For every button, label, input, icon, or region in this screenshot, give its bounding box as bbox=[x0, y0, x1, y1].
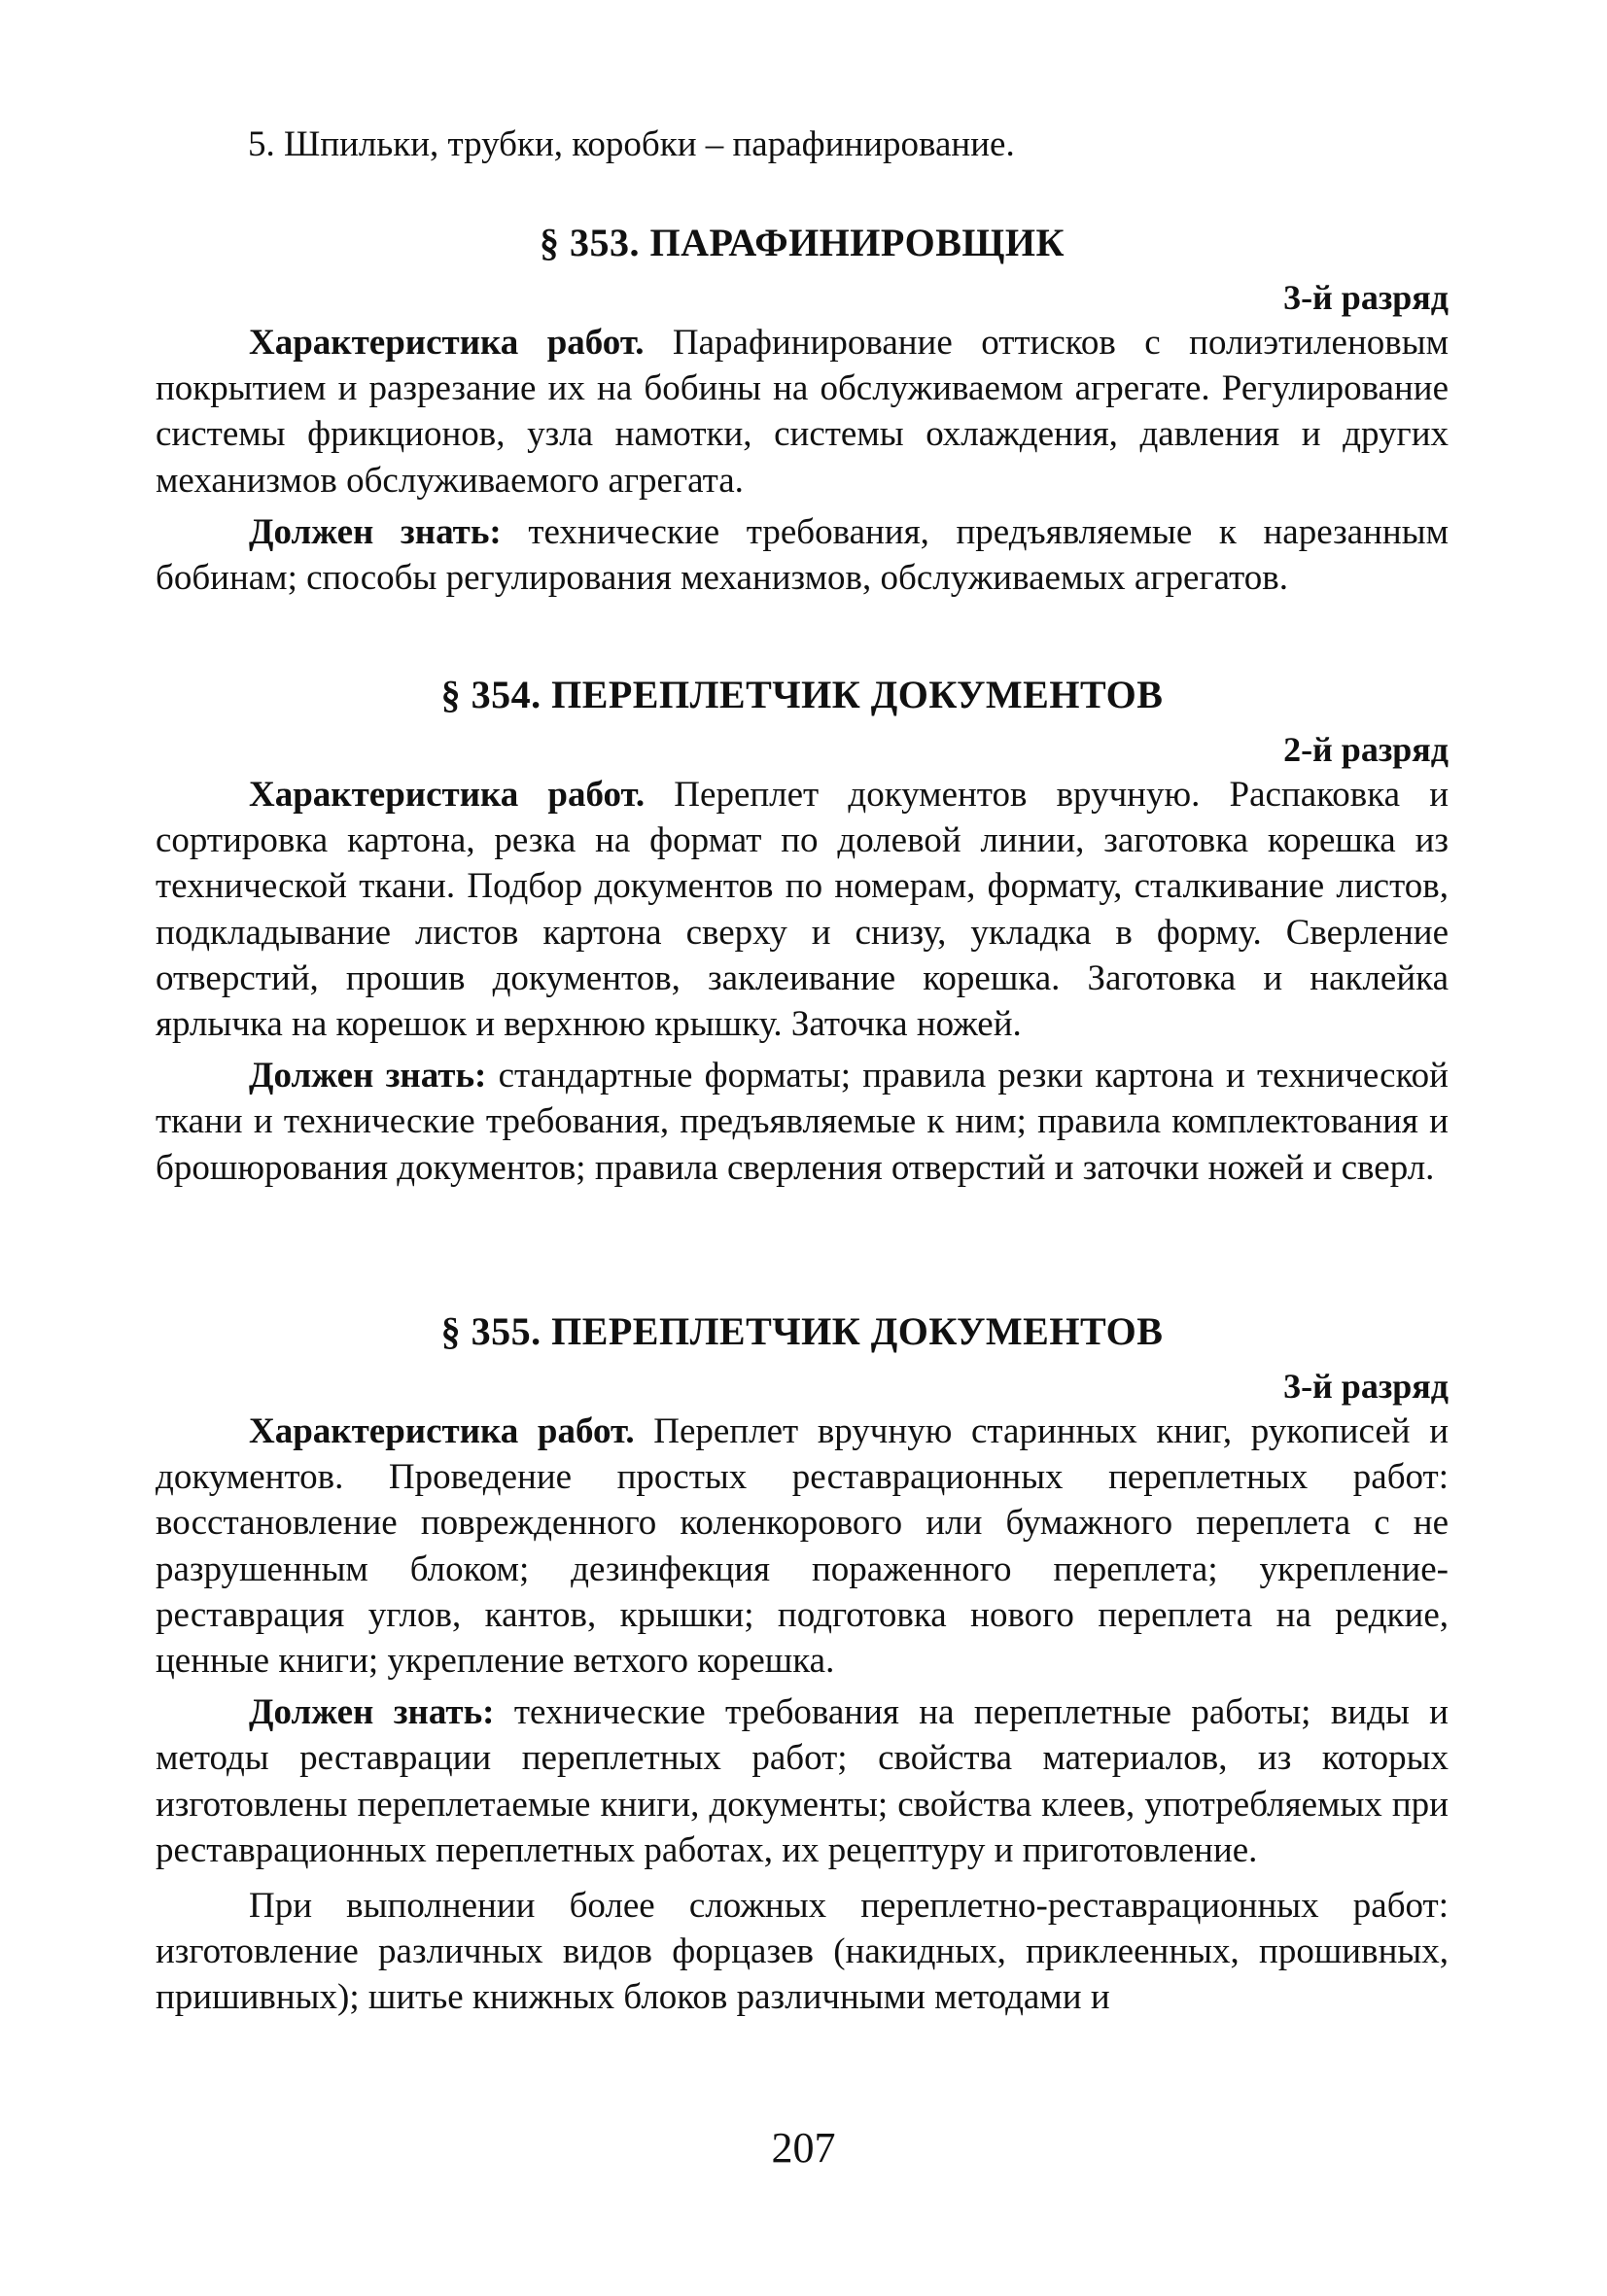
work-characteristics bbox=[156, 772, 1449, 1047]
list-item-5: 5. Шпильки, трубки, коробки – парафинирование. bbox=[248, 124, 1015, 164]
must-know bbox=[156, 1053, 1449, 1191]
work-label: Характеристика работ. bbox=[249, 775, 646, 815]
section-grade: 3-й разряд bbox=[1283, 278, 1449, 317]
page-number: 207 bbox=[771, 2124, 836, 2172]
work-text: Переплет вручную старинных книг, рукописей и документов. Проведение простых реставрационных переплетных работ: восстановление поврежденного коленкорового или бумажного переплета с не разрушенным блоком; дезинфекция пораженного переплета; укрепление-реставрация углов, кантов, крышки; подготовка нового переплета на редкие, ценные книги; укрепление ветхого корешка. bbox=[156, 1411, 1450, 1682]
section-heading: § 354. ПЕРЕПЛЕТЧИК ДОКУМЕНТОВ bbox=[440, 673, 1164, 716]
section-heading: § 355. ПЕРЕПЛЕТЧИК ДОКУМЕНТОВ bbox=[440, 1309, 1164, 1353]
know-label: Должен знать: bbox=[249, 1692, 495, 1733]
section-heading: § 353. ПАРАФИНИРОВЩИК bbox=[540, 221, 1065, 264]
section-grade: 2-й разряд bbox=[1283, 730, 1449, 769]
work-label: Характеристика работ. bbox=[249, 323, 645, 363]
work-characteristics bbox=[156, 1409, 1449, 1684]
work-text: Парафинирование оттисков с полиэтиленовым покрытием и разрезание их на бобины на обслуживаемом агрегате. Регулирование системы фрикционов, узла намотки, системы охлаждения, давления и других механизмов обслуживаемого агрегата. bbox=[156, 323, 1449, 501]
section-354 bbox=[156, 671, 1449, 1191]
section-grade: 3-й разряд bbox=[1283, 1367, 1449, 1406]
know-text: технические требования, предъявляемые к нарезанным бобинам; способы регулирования механизмов, обслуживаемых агрегатов. bbox=[156, 511, 1449, 599]
know-text: технические требования на переплетные работы; виды и методы реставрации переплетных работ; свойства материалов, из которых изготовлены переплетаемые книги, документы; свойства клеев, употребляемых при реставрационных переплетных работах, их рецептуру и приготовление. bbox=[156, 1692, 1449, 1870]
section-355 bbox=[156, 1307, 1449, 2021]
must-know bbox=[156, 509, 1449, 601]
work-label: Характеристика работ. bbox=[249, 1411, 635, 1451]
work-characteristics bbox=[156, 320, 1449, 504]
know-text: стандартные форматы; правила резки картона и технической ткани и технические требования, предъявляемые к ним; правила комплектования и брошюрования документов; правила сверления отверстий и заточки ножей и сверл. bbox=[156, 1056, 1449, 1188]
section-353 bbox=[156, 219, 1449, 601]
know-label: Должен знать: bbox=[249, 1056, 487, 1096]
know-label: Должен знать: bbox=[249, 511, 502, 552]
must-know bbox=[156, 1689, 1449, 1873]
work-text: Переплет документов вручную. Распаковка и сортировка картона, резка на формат по долевой линии, заготовка корешка из технической ткани. Подбор документов по номерам, формату, сталкивание листов, подкладывание листов картона сверху и снизу, укладка в форму. Сверление отверстий, прошив документов, заклеивание корешка. Заготовка и наклейка ярлычка на корешок и верхнюю крышку. Заточка ножей. bbox=[156, 775, 1449, 1045]
extra-paragraph: При выполнении более сложных переплетно-реставрационных работ: изготовление различных видов форцазев (накидных, приклеенных, прошивных, пришивных); шитье книжных блоков различными методами и bbox=[156, 1886, 1449, 2018]
